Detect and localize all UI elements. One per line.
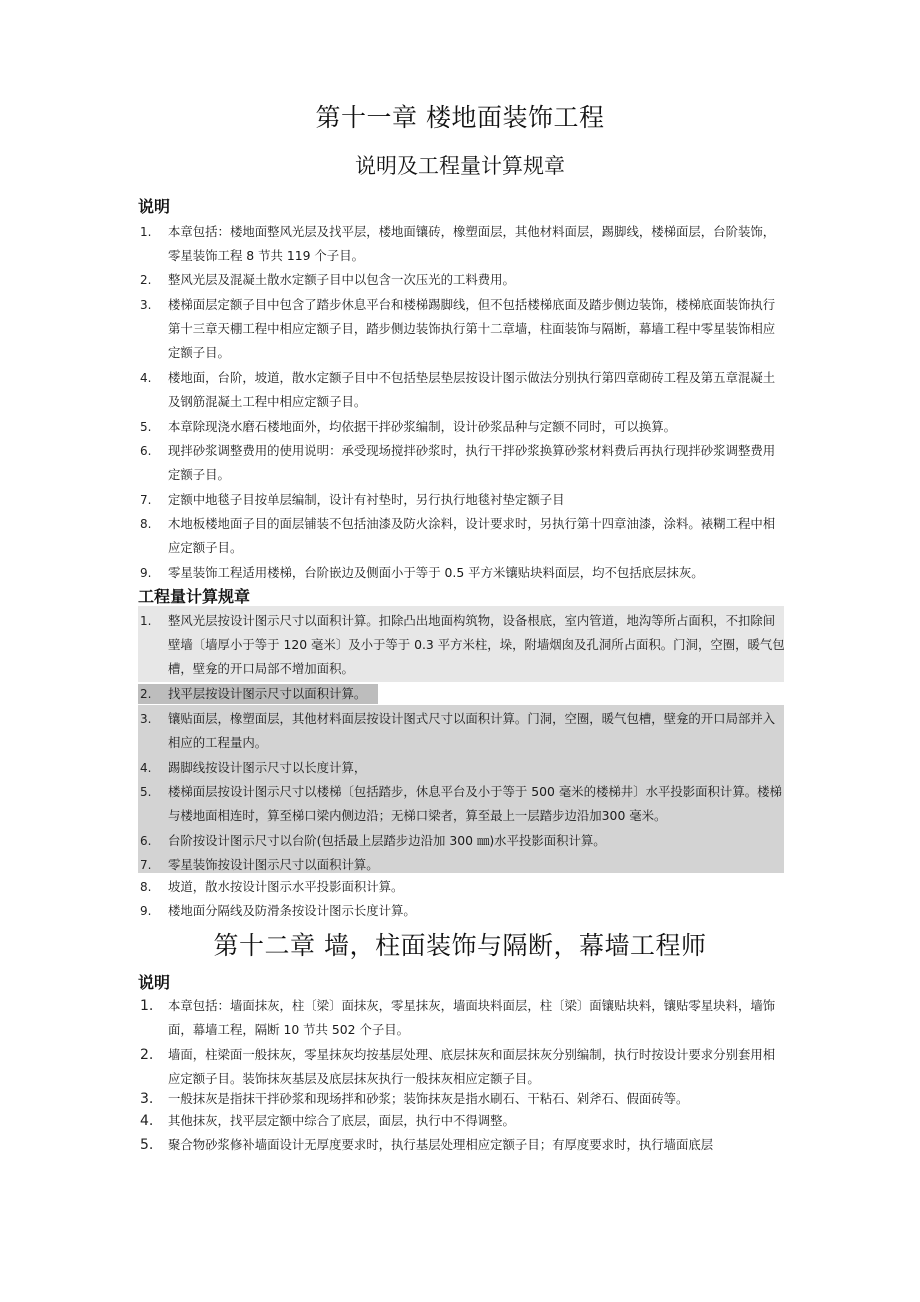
item-text: 踢脚线按设计图示尺寸以长度计算， xyxy=(168,760,367,775)
list-item xyxy=(140,268,785,292)
item-number: 1. xyxy=(140,614,152,628)
item-text: 镶贴面层，橡塑面层，其他材料面层按设计图式尺寸以面积计算。门洞，空圈，暖气包槽，壁龛的开口局部并入相应的工程量内。 xyxy=(168,711,776,750)
list-item xyxy=(140,780,785,828)
list-item xyxy=(140,829,785,853)
chapter-12-title: 第十二章 墙，柱面装饰与隔断，幕墙工程师 xyxy=(213,931,707,960)
list-item xyxy=(140,1109,785,1133)
list-item xyxy=(140,561,785,585)
list-item xyxy=(140,220,785,268)
item-number: 4. xyxy=(140,1113,154,1129)
item-number: 6. xyxy=(140,834,152,848)
item-text: 定额中地毯子目按单层编制，设计有衬垫时，另行执行地毯衬垫定额子目 xyxy=(168,492,565,507)
item-text: 楼梯面层定额子目中包含了踏步休息平台和楼梯踢脚线，但不包括楼梯底面及踏步侧边装饰，楼梯底面装饰执行第十三章天棚工程中相应定额子目，踏步侧边装饰执行第十二章墙，柱面装饰与隔断，幕墙工程中零星装饰相应定额子目。 xyxy=(168,297,776,360)
list-item xyxy=(140,1133,785,1157)
item-text: 聚合物砂浆修补墙面设计无厚度要求时，执行基层处理相应定额子目；有厚度要求时，执行墙面底层 xyxy=(168,1137,714,1152)
item-text: 本章除现浇水磨石楼地面外，均依据干拌砂浆编制，设计砂浆品种与定额不同时，可以换算。 xyxy=(168,419,677,434)
list-item xyxy=(140,609,785,681)
item-number: 1. xyxy=(140,998,154,1014)
item-number: 5. xyxy=(140,420,152,434)
item-text: 整风光层及混凝土散水定额子目中以包含一次压光的工料费用。 xyxy=(168,272,515,287)
item-number: 4. xyxy=(140,761,152,775)
item-text: 其他抹灰，找平层定额中综合了底层，面层，执行中不得调整。 xyxy=(168,1113,515,1128)
item-text: 找平层按设计图示尺寸以面积计算。 xyxy=(168,686,367,701)
item-text: 零星装饰工程适用楼梯，台阶嵌边及侧面小于等于 0.5 平方米镶贴块料面层，均不包括底层抹灰。 xyxy=(168,565,704,580)
item-number: 3. xyxy=(140,712,152,726)
item-number: 3. xyxy=(140,298,152,312)
list-item xyxy=(140,899,785,923)
list-item xyxy=(140,1043,785,1091)
list-item xyxy=(140,415,785,439)
list-item xyxy=(140,439,785,487)
item-text: 零星装饰按设计图示尺寸以面积计算。 xyxy=(168,857,379,872)
list-item xyxy=(140,293,785,365)
item-number: 5. xyxy=(140,1137,154,1153)
item-number: 7. xyxy=(140,858,152,872)
item-text: 楼地面分隔线及防滑条按设计图示长度计算。 xyxy=(168,903,416,918)
item-number: 8. xyxy=(140,880,152,894)
chapter-11-subtitle: 说明及工程量计算规章 xyxy=(355,154,565,178)
notes-heading: 说明 xyxy=(138,973,171,992)
item-text: 台阶按设计图示尺寸以台阶(包括最上层踏步边沿加 300 ㎜)水平投影面积计算。 xyxy=(168,833,606,848)
item-number: 7. xyxy=(140,493,152,507)
list-item xyxy=(140,875,785,899)
item-number: 9. xyxy=(140,566,152,580)
item-number: 8. xyxy=(140,517,152,531)
item-number: 2. xyxy=(140,687,152,701)
list-item xyxy=(140,366,785,414)
rules-heading: 工程量计算规章 xyxy=(138,587,251,606)
item-text: 现拌砂浆调整费用的使用说明：承受现场搅拌砂浆时，执行干拌砂浆换算砂浆材料费后再执行现拌砂浆调整费用定额子目。 xyxy=(168,443,776,482)
chapter-11-title: 第十一章 楼地面装饰工程 xyxy=(315,103,605,132)
item-text: 整风光层按设计图示尺寸以面积计算。扣除凸出地面构筑物，设备根底，室内管道，地沟等所占面积，不扣除间壁墙〔墙厚小于等于 120 毫米〕及小于等于 0.3 平方米柱，垛，附墙烟囱及孔洞所占面积。门洞，空圈，暖气包槽，壁龛的开口局部不增加面积。 xyxy=(168,613,785,676)
list-item xyxy=(140,994,785,1042)
item-number: 9. xyxy=(140,904,152,918)
item-text: 坡道，散水按设计图示水平投影面积计算。 xyxy=(168,879,404,894)
item-text: 楼梯面层按设计图示尺寸以楼梯〔包括踏步，休息平台及小于等于 500 毫米的楼梯井〕水平投影面积计算。楼梯与楼地面相连时，算至梯口梁内侧边沿；无梯口梁者，算至最上一层踏步边沿加300 毫米。 xyxy=(168,784,782,823)
list-item xyxy=(140,1087,785,1111)
list-item xyxy=(140,756,785,780)
list-item xyxy=(140,682,785,706)
item-number: 6. xyxy=(140,444,152,458)
item-number: 2. xyxy=(140,1047,154,1063)
list-item xyxy=(140,512,785,560)
item-text: 墙面，柱梁面一般抹灰，零星抹灰均按基层处理、底层抹灰和面层抹灰分别编制，执行时按设计要求分别套用相应定额子目。装饰抹灰基层及底层抹灰执行一般抹灰相应定额子目。 xyxy=(168,1047,776,1086)
item-number: 4. xyxy=(140,371,152,385)
item-number: 2. xyxy=(140,273,152,287)
item-number: 5. xyxy=(140,785,152,799)
item-text: 本章包括：楼地面整风光层及找平层，楼地面镶砖，橡塑面层，其他材料面层，踢脚线，楼梯面层，台阶装饰，零星装饰工程 8 节共 119 个子目。 xyxy=(168,224,776,263)
list-item xyxy=(140,853,785,877)
item-text: 木地板楼地面子目的面层铺装不包括油漆及防火涂料，设计要求时，另执行第十四章油漆，涂料。裱糊工程中相应定额子目。 xyxy=(168,516,776,555)
item-text: 一般抹灰是指抹干拌砂浆和现场拌和砂浆；装饰抹灰是指水刷石、干粘石、剁斧石、假面砖等。 xyxy=(168,1091,689,1106)
list-item xyxy=(140,488,785,512)
notes-heading: 说明 xyxy=(138,197,171,216)
list-item xyxy=(140,707,785,755)
item-text: 楼地面，台阶，坡道，散水定额子目中不包括垫层垫层按设计图示做法分别执行第四章砌砖工程及第五章混凝土及钢筋混凝土工程中相应定额子目。 xyxy=(168,370,776,409)
item-number: 3. xyxy=(140,1091,154,1107)
item-text: 本章包括：墙面抹灰，柱〔梁〕面抹灰，零星抹灰，墙面块料面层，柱〔梁〕面镶贴块料，镶贴零星块料，墙饰面，幕墙工程，隔断 10 节共 502 个子目。 xyxy=(168,998,776,1037)
item-number: 1. xyxy=(140,225,152,239)
